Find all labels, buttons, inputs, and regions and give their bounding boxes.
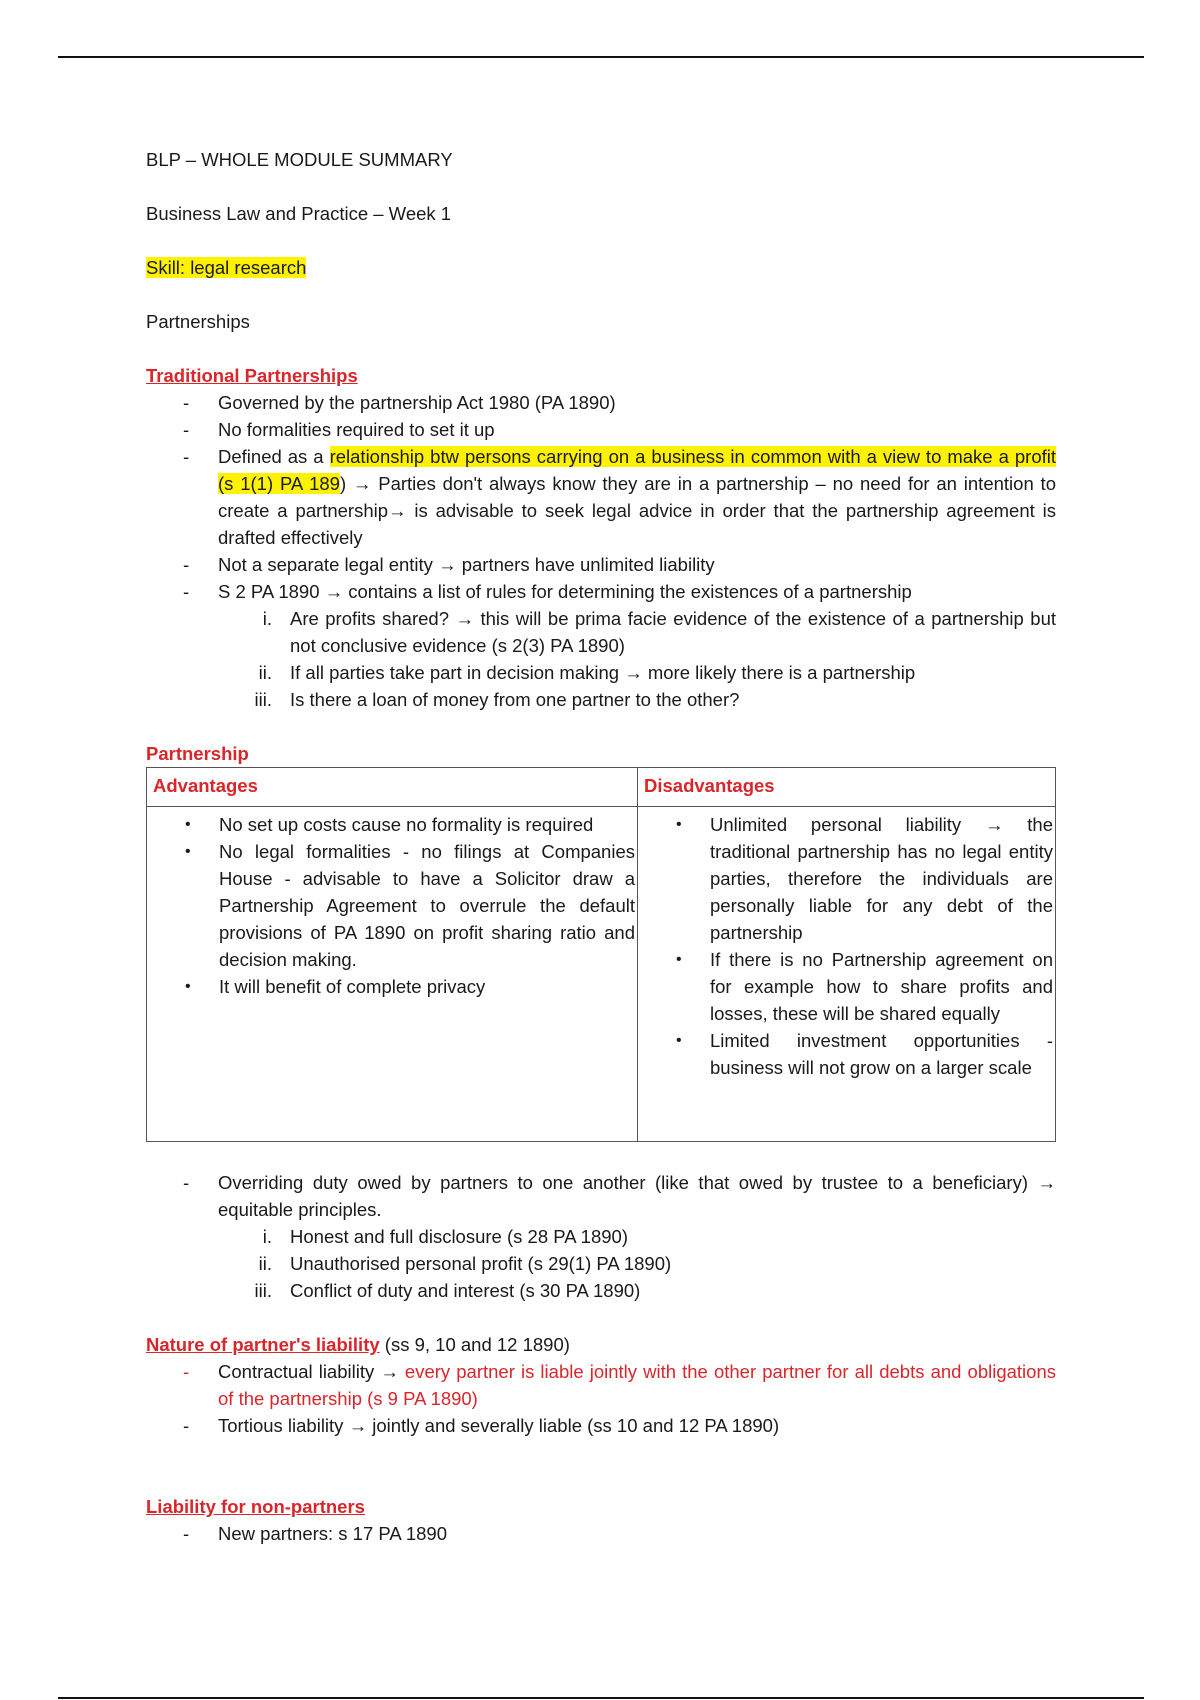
doc-subtitle: Business Law and Practice – Week 1 (146, 203, 452, 224)
list-item: • Limited investment opportunities - business will not grow on a larger scale (676, 1030, 1053, 1078)
list-item: • It will benefit of complete privacy (185, 976, 486, 997)
list-item: • Unlimited personal liability → the traditional partnership has no legal entity parties, therefore the individuals are personally liable for any debt of the partnership (676, 814, 1053, 943)
advantages-table (146, 767, 1056, 1142)
skill-highlight: Skill: legal research (146, 257, 307, 278)
header-rule (58, 56, 1144, 58)
list-item: i. Are profits shared? → this will be prima facie evidence of the existence of a partnership but not conclusive evidence (s 2(3) PA 1890) (262, 608, 1056, 656)
definition-highlight: relationship btw persons carrying on a business in common with a view to make a profit (s 1(1) PA 189 (218, 446, 1056, 494)
list-item: - Defined as a relationship btw persons carrying on a business in common with a view to make a profit (s 1(1) PA 189) → Parties don't always know they are in a partnership – no need for an intention to create a partnership→ is advisable to seek legal advice in order that the partnership agreement is drafted effectively (183, 446, 1056, 548)
list-item: • If there is no Partnership agreement on for example how to share profits and losses, these will be shared equally (676, 949, 1053, 1024)
rules-sublist (146, 605, 1056, 713)
list-item: ii. If all parties take part in decision making → more likely there is a partnership (258, 662, 916, 683)
list-item: - Not a separate legal entity → partners have unlimited liability (183, 554, 715, 575)
disadvantages-cell (638, 807, 1056, 1142)
advantages-header: Advantages (147, 768, 638, 807)
section-title: Partnerships (146, 311, 250, 332)
list-item: - S 2 PA 1890 → contains a list of rules for determining the existences of a partnership (183, 581, 912, 602)
list-item: - Governed by the partnership Act 1980 (PA 1890) (183, 392, 616, 413)
list-item: • No legal formalities - no filings at Companies House - advisable to have a Solicitor draw a Partnership Agreement to overrule the default provisions of PA 1890 on profit sharing ratio and decision making. (185, 841, 635, 970)
list-item: - Overriding duty owed by partners to one another (like that owed by trustee to a beneficiary) → equitable principles. (183, 1172, 1056, 1220)
liability-list (146, 1358, 1056, 1439)
partnership-table-heading: Partnership (146, 743, 249, 764)
duty-list (146, 1169, 1056, 1223)
list-item: iii. Is there a loan of money from one partner to the other? (254, 689, 740, 710)
disadvantages-header: Disadvantages (638, 768, 1056, 807)
footer-rule (58, 1697, 1144, 1699)
list-item: ii. Unauthorised personal profit (s 29(1) PA 1890) (258, 1253, 672, 1274)
nonpartners-list (146, 1520, 1056, 1547)
list-item: iii. Conflict of duty and interest (s 30 PA 1890) (254, 1280, 641, 1301)
list-item: - New partners: s 17 PA 1890 (183, 1523, 447, 1544)
traditional-heading: Traditional Partnerships (146, 365, 358, 386)
list-item: - No formalities required to set it up (183, 419, 495, 440)
doc-title: BLP – WHOLE MODULE SUMMARY (146, 149, 453, 170)
advantages-cell (147, 807, 638, 1142)
duty-sublist (146, 1223, 1056, 1304)
traditional-list (146, 389, 1056, 605)
list-item: - Tortious liability → jointly and severally liable (ss 10 and 12 PA 1890) (183, 1415, 780, 1436)
list-item: - Contractual liability → every partner is liable jointly with the other partner for all debts and obligations of the partnership (s 9 PA 1890) (183, 1361, 1056, 1409)
nonpartners-heading: Liability for non-partners (146, 1496, 365, 1517)
document-body: BLP – WHOLE MODULE SUMMARY Business Law and Practice – Week 1 Skill: legal research Partnerships Traditional Partnerships - Governed by the partnership Act 1980 (PA 1890) - No formalities required to set it up - Defined as a relationship btw persons carrying on a business in common with a view to make a profit (s 1(1) PA 189) → Parties don't always know they are in a partnership – no need for an intention to create a partnership→ is advisable to seek legal advice in order that the partnership agreement is drafted effectively - Not a separate legal entity → partners have unlimited liability - S 2 PA 1890 → contains a list of rules for determining the existences of a partnership i. Are profits shared? → this will be prima facie evidence of the existence of a partnership but not conclusive evidence (s 2(3) PA 1890) ii. If all parties take part in decision making → more likely there is a partnership iii. Is there a loan of money from one partner to the other? Partnership Advantages Disadvantages • No set up costs cause no formality is required • No legal formalities - no filings at Companies House - advisable to have a Solicitor draw a Partnership Agreement to overrule the default provisions of PA 1890 on profit sharing ratio and decision making. • It will benefit of complete privacy • Unlimited personal liability → the traditional partnership has no legal entity parties, therefore the individuals are personally liable for any debt of the partnership • If there is no Partnership agreement on for example how to share profits and losses, these will be shared equally • Limited investment opportunities - business will not grow on a larger scale - Overriding duty owed by partners to one another (like that owed by trustee to a beneficiary) → equitable principles. i. Honest and full disclosure (s 28 PA 1890) ii. Unauthorised personal profit (s 29(1) PA 1890) iii. Conflict of duty and interest (s 30 PA 1890) Nature of partner's liability (ss 9, 10 and 12 1890) - Contractual liability → every partner is liable jointly with the other partner for all debts and obligations of the partnership (s 9 PA 1890) - Tortious liability → jointly and severally liable (ss 10 and 12 PA 1890) Liability for non-partners - New partners: s 17 PA 1890 (146, 146, 1056, 1547)
list-item: • No set up costs cause no formality is required (185, 814, 594, 835)
liability-heading: Nature of partner's liability (146, 1334, 380, 1355)
list-item: i. Honest and full disclosure (s 28 PA 1890) (262, 1226, 628, 1247)
